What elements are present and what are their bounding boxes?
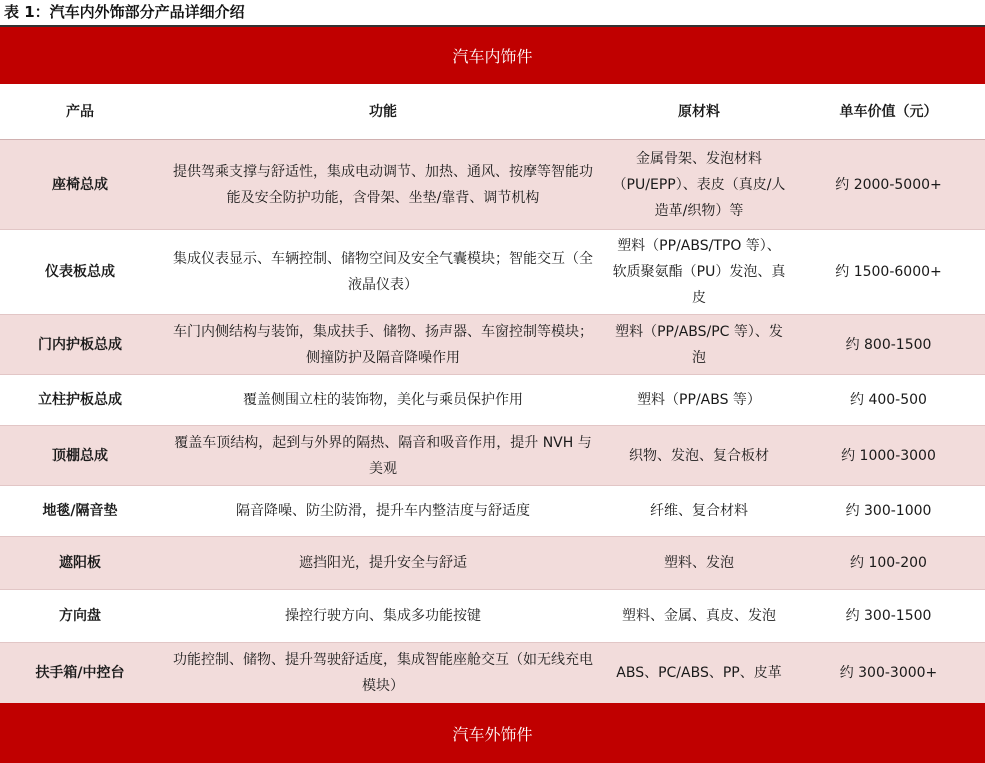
table-row	[0, 230, 985, 315]
cell-product: 顶棚总成	[52, 447, 108, 464]
cell-product: 扶手箱/中控台	[35, 665, 125, 681]
cell-material-text: 纤维、复合材料	[650, 503, 748, 519]
table-caption: 表 1：汽车内外饰部分产品详细介绍	[4, 3, 245, 21]
section-title-interior: 汽车内饰件	[452, 47, 533, 66]
cell-product: 地毯/隔音垫	[42, 503, 118, 519]
cell-material	[606, 140, 792, 229]
cell-product: 门内护板总成	[38, 336, 122, 353]
table-row	[0, 643, 985, 703]
table-row	[0, 590, 985, 643]
cell-material	[606, 315, 792, 374]
table-header	[0, 84, 985, 140]
cell-function	[160, 537, 606, 589]
cell-function-text: 提供驾乘支撑与舒适性，集成电动调节、加热、通风、按摩等智能功能及安全防护功能，含骨架、坐垫/靠背、调节机构	[173, 163, 593, 206]
cell-material-text: 塑料（PP/ABS 等）	[637, 392, 761, 408]
cell-material	[606, 486, 792, 536]
cell-product: 仪表板总成	[45, 264, 115, 280]
cell-material	[606, 590, 792, 642]
cell-price: 约 800-1500	[845, 336, 932, 353]
cell-function	[160, 230, 606, 314]
header-material: 原材料	[678, 103, 720, 120]
cell-function-text: 集成仪表显示、车辆控制、储物空间及安全气囊模块；智能交互（全液晶仪表）	[173, 251, 593, 293]
table-row	[0, 375, 985, 426]
header-product: 产品	[66, 103, 94, 120]
cell-material-text: 塑料、金属、真皮、发泡	[622, 608, 776, 624]
cell-price: 约 1000-3000	[841, 447, 936, 464]
cell-product: 遮阳板	[59, 555, 101, 571]
cell-function-text: 覆盖车顶结构，起到与外界的隔热、隔音和吸音作用，提升 NVH 与美观	[174, 434, 592, 477]
cell-function	[160, 140, 606, 229]
cell-material	[606, 537, 792, 589]
cell-material-text: 塑料、发泡	[664, 555, 734, 571]
cell-product: 座椅总成	[52, 176, 108, 193]
cell-function	[160, 426, 606, 485]
cell-function-text: 操控行驶方向、集成多功能按键	[285, 608, 481, 624]
cell-material	[606, 230, 792, 314]
cell-material	[606, 426, 792, 485]
cell-function-text: 隔音降噪、防尘防滑，提升车内整洁度与舒适度	[236, 503, 530, 519]
cell-function	[160, 590, 606, 642]
cell-product: 方向盘	[59, 608, 101, 624]
header-price: 单车价值（元）	[839, 103, 938, 120]
cell-function	[160, 375, 606, 425]
cell-material-text: 塑料（PP/ABS/TPO 等）、软质聚氨酯（PU）发泡、真皮	[612, 238, 786, 306]
section-title-exterior: 汽车外饰件	[452, 724, 533, 744]
cell-material-text: 塑料（PP/ABS/PC 等）、发泡	[615, 323, 783, 366]
cell-price: 约 2000-5000+	[835, 176, 942, 193]
cell-material	[606, 643, 792, 703]
cell-price: 约 1500-6000+	[835, 264, 942, 280]
cell-price: 约 300-1500	[845, 608, 932, 624]
table-row	[0, 537, 985, 590]
cell-price: 约 100-200	[850, 555, 927, 571]
cell-function	[160, 486, 606, 536]
section-band-exterior	[0, 703, 985, 763]
table-row	[0, 486, 985, 537]
cell-function-text: 功能控制、储物、提升驾驶舒适度，集成智能座舱交互（如无线充电模块）	[173, 652, 593, 694]
cell-material-text: 织物、发泡、复合板材	[629, 447, 769, 464]
table-row	[0, 315, 985, 375]
cell-price: 约 300-1000	[845, 503, 932, 519]
section-band-interior	[0, 27, 985, 84]
cell-price: 约 300-3000+	[839, 665, 938, 681]
cell-function-text: 车门内侧结构与装饰，集成扶手、储物、扬声器、车窗控制等模块；侧撞防护及隔音降噪作用	[173, 323, 593, 366]
cell-price: 约 400-500	[850, 392, 927, 408]
cell-function	[160, 315, 606, 374]
cell-material-text: 金属骨架、发泡材料（PU/EPP）、表皮（真皮/人造革/织物）等	[612, 150, 786, 219]
cell-product: 立柱护板总成	[38, 392, 122, 408]
table-row	[0, 426, 985, 486]
cell-function-text: 覆盖侧围立柱的装饰物，美化与乘员保护作用	[243, 392, 523, 408]
cell-function	[160, 643, 606, 703]
table-row	[0, 140, 985, 230]
cell-material-text: ABS、PC/ABS、PP、皮革	[616, 665, 782, 681]
cell-material	[606, 375, 792, 425]
cell-function-text: 遮挡阳光，提升安全与舒适	[299, 555, 467, 571]
header-function: 功能	[369, 103, 397, 120]
